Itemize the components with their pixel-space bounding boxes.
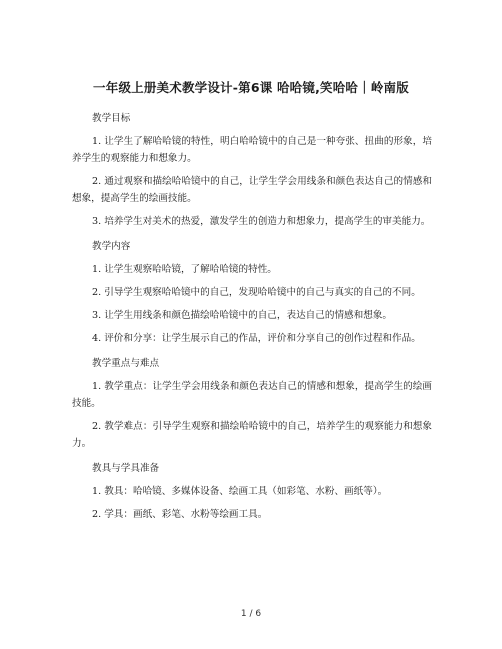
- paragraph: 3. 培养学生对美术的热爱，激发学生的创造力和想象力，提高学生的审美能力。: [92, 216, 431, 227]
- paragraph: 1. 让学生了解哈哈镜的特性，明白哈哈镜中的自己是一种夸张、扭曲的形象，培养学生的观察能力和想象力。: [72, 136, 432, 164]
- paragraph: 2. 教学难点：引导学生观察和描绘哈哈镜中的自己，培养学生的观察能力和想象力。: [72, 421, 432, 449]
- paragraph: 1. 教学重点：让学生学会用线条和颜色表达自己的情感和想象，提高学生的绘画技能。: [72, 381, 432, 409]
- paragraph: 1. 教具：哈哈镜、多媒体设备、绘画工具（如彩笔、水粉、画纸等）。: [92, 486, 388, 497]
- page-number: 1 / 6: [240, 609, 262, 619]
- document-title: 一年级上册美术教学设计-第6课 哈哈镜,笑哈哈｜岭南版: [93, 80, 409, 95]
- paragraph: 1. 让学生观察哈哈镜，了解哈哈镜的特性。: [92, 264, 277, 275]
- document-body: [72, 110, 432, 529]
- section-key-points: [72, 355, 432, 452]
- section-heading: 教学目标: [92, 113, 131, 124]
- section-heading: 教学内容: [92, 241, 131, 252]
- section-objectives: [72, 110, 432, 230]
- section-heading: 教学重点与难点: [92, 358, 160, 369]
- paragraph: 2. 学具：画纸、彩笔、水粉等绘画工具。: [92, 509, 268, 520]
- paragraph: 2. 引导学生观察哈哈镜中的自己，发现哈哈镜中的自己与真实的自己的不同。: [92, 287, 421, 298]
- section-heading: 教具与学具准备: [92, 463, 160, 474]
- paragraph: 3. 让学生用线条和颜色描绘哈哈镜中的自己，表达自己的情感和想象。: [92, 310, 393, 321]
- section-materials: [72, 460, 432, 523]
- paragraph: 2. 通过观察和描绘哈哈镜中的自己，让学生学会用线条和颜色表达自己的情感和想象，提高学生的绘画技能。: [72, 176, 432, 204]
- section-content: [72, 238, 432, 347]
- paragraph: 4. 评价和分享：让学生展示自己的作品，评价和分享自己的创作过程和作品。: [92, 333, 421, 344]
